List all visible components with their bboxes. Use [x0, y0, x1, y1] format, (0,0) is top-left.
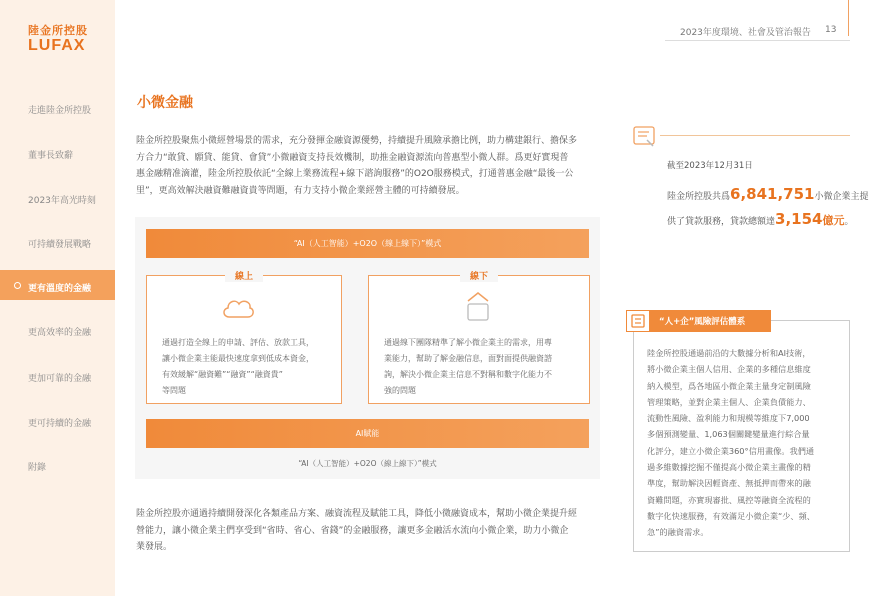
offline-box [368, 272, 590, 404]
intro-line: 惠金融精准滴灌，陸金所控股依託“全線上業務流程+線下諮詢服務”的O2O服務模式，打通普惠金融“最後一公 [136, 169, 574, 179]
risk-line: 資難問題，亦實現審批、風控等融資全流程的 [647, 494, 811, 505]
stats-prefix: 陸金所控股共爲 [667, 192, 731, 202]
logo-en-text: LUFAX [28, 37, 86, 54]
page-number: 13 [825, 25, 837, 35]
document-icon [633, 126, 657, 148]
report-title: 2023年度環境、社會及管治報告 [680, 28, 811, 38]
risk-line: 急”的融資需求。 [647, 527, 709, 538]
sidebar-item-strategy[interactable]: 可持續發展戰略 [28, 240, 92, 250]
sidebar-item-about[interactable]: 走進陸金所控股 [28, 106, 92, 116]
offline-text [384, 335, 589, 399]
checklist-icon [626, 310, 650, 332]
loan-amount: 3,154 [775, 210, 823, 228]
section-title: 小微金融 [137, 95, 193, 111]
sidebar-item-appendix[interactable]: 附錄 [28, 463, 47, 473]
sidebar-item-reliable-finance[interactable]: 更加可靠的金融 [28, 374, 92, 384]
offline-line: 強的問題 [384, 386, 416, 395]
risk-assessment-title: “人+企”風險評估體系 [659, 317, 746, 327]
risk-line: 準度，幫助解決因輕資產、無抵押而帶來的融 [647, 478, 811, 489]
stats-date: 截至2023年12月31日 [667, 161, 753, 171]
online-text [162, 335, 340, 399]
online-line: 通過打造全線上的申請、評估、放款工具， [162, 338, 314, 347]
risk-line: 過多維數據挖掘不僅提高小微企業主畫像的精 [647, 462, 811, 473]
offline-line: 詢，解決小微企業主信息不對稱和數字化能力不 [384, 370, 552, 379]
sidebar-item-warm-finance[interactable]: 更有溫度的金融 [28, 284, 92, 294]
intro-paragraph [136, 133, 602, 199]
sidebar-item-sustainable-finance[interactable]: 更可持續的金融 [28, 419, 92, 429]
stats-amount-line [667, 210, 853, 228]
risk-assessment-text [647, 345, 842, 541]
cloud-icon [220, 294, 256, 320]
risk-line: 陸金所控股通過前沿的大數據分析和AI技術， [647, 348, 811, 358]
stats-amount-prefix: 供了貸款服務，貸款總額達 [667, 217, 776, 227]
intro-line: 陸金所控股聚焦小微經營場景的需求，充分發揮金融資源優勢，持續提升風險承擔比例，助力構建銀行、擔保多 [136, 136, 578, 146]
offline-line: 通過線下團隊精準了解小微企業主的需求，用專 [384, 338, 552, 347]
closing-paragraph [136, 506, 602, 556]
intro-line: 里”，更高效解決融資難融資貴等問題，有力支持小微企業經營主體的可持續發展。 [136, 185, 465, 196]
offline-label: 線下 [460, 269, 498, 282]
logo-cn-text: 陸金所控股 [28, 25, 88, 37]
online-line: 等問題 [162, 386, 186, 395]
risk-line: 納入模型，爲各地區小微企業主量身定制風險 [647, 380, 811, 391]
ai-empowerment-bar: AI賦能 [146, 419, 589, 448]
risk-line: 多個預測變量、1,063個關鍵變量進行綜合量 [647, 429, 810, 440]
stats-customers-line [667, 185, 869, 203]
online-box [146, 272, 342, 404]
customers-count: 6,841,751 [730, 185, 815, 203]
diagram-caption: “AI（人工智能）+O2O（線上線下）”模式 [298, 459, 437, 468]
sidebar-item-highlights[interactable]: 2023年高光時刻 [28, 196, 96, 206]
offline-line: 業能力，幫助了解金融信息，面對面提供融資諮 [384, 354, 552, 363]
risk-line: 化評分，建立小微企業360°信用畫像。我們通 [647, 445, 815, 456]
closing-line: 營能力，讓小微企業主們享受到“省時、省心、省錢”的金融服務，讓更多金融活水流向小微企業，助力小微企 [136, 525, 569, 536]
lufax-logo[interactable] [28, 22, 88, 54]
closing-line: 陸金所控股亦通過持續開發深化各類產品方案、融資流程及賦能工具，降低小微融資成本，幫助小微企業提升經 [136, 509, 578, 519]
online-line: 讓小微企業主能最快速度拿到低成本資金， [162, 354, 314, 363]
loan-amount-unit: 億元 [822, 214, 845, 227]
risk-line: 流動性風險、盈利能力和規模等維度下7,000 [647, 413, 810, 424]
diagram-top-bar: “AI（人工智能）+O2O（線上線下）”模式 [146, 229, 589, 258]
header-divider [665, 40, 850, 41]
header-accent-line [848, 0, 849, 36]
stats-divider [660, 135, 850, 136]
closing-line: 業發展。 [136, 542, 173, 552]
risk-assessment-header [626, 310, 771, 332]
online-label: 線上 [225, 269, 263, 282]
intro-line: 方合力“敢貸、願貸、能貸、會貸”小微融資支持長效機制，助推金融資源流向普惠型小微人群。爲更好實現普 [136, 152, 569, 163]
active-bullet-icon [14, 282, 21, 289]
sidebar-item-efficient-finance[interactable]: 更高效率的金融 [28, 328, 92, 338]
house-icon [465, 290, 491, 322]
risk-line: 將小微企業主個人信用、企業的多種信息維度 [647, 364, 811, 375]
risk-line: 管理策略，並對企業主個人、企業負債能力、 [647, 396, 811, 407]
stats-suffix: 小微企業主提 [814, 192, 869, 202]
stats-amount-suffix: 。 [844, 217, 854, 227]
online-line: 有效緩解“融資難”“融資”“融資貴” [162, 370, 283, 379]
risk-line: 數字化快速服務，有效滿足小微企業“少、頻、 [647, 510, 815, 521]
sidebar-item-chairman[interactable]: 董事長致辭 [28, 151, 74, 161]
